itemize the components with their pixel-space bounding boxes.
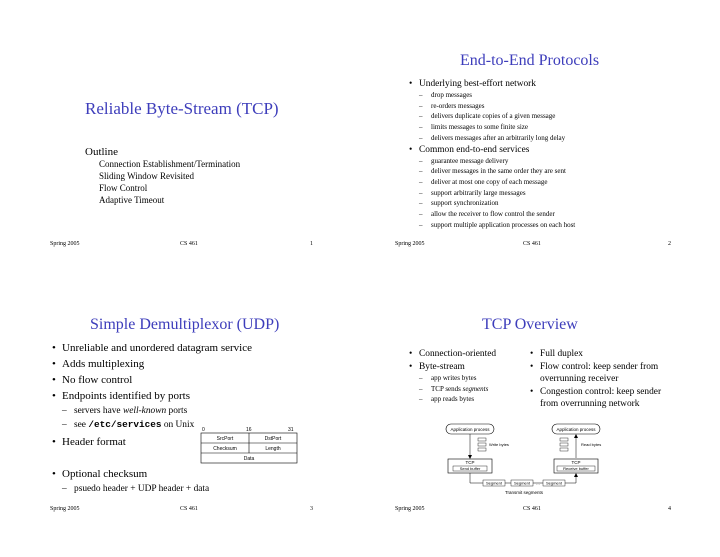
sub-bullet: – support arbitrarily large messages: [407, 188, 707, 199]
footer-center: CS 461: [523, 506, 541, 512]
bit-label-0: 0: [202, 427, 205, 433]
tcp-overview-diagram: [445, 422, 605, 502]
app-process-left-label: Application process: [450, 427, 490, 432]
receive-buffer-label: Receive buffer: [563, 466, 589, 471]
slide-3-bullets-lower: [50, 466, 350, 496]
slide-4-left-bullets: [407, 348, 527, 405]
byte-block: [560, 443, 568, 446]
slide-3: [0, 279, 360, 557]
byte-block: [478, 448, 486, 451]
bullet: • No flow control: [50, 372, 350, 388]
sub-bullet: – delivers messages after an arbitrarily long delay: [407, 133, 707, 144]
bullet: • Connection-oriented: [407, 348, 527, 360]
footer-left: Spring 2005: [395, 241, 425, 247]
segment-label: Segment: [545, 480, 563, 486]
sub-bullet: [407, 384, 527, 395]
slide-4-title: TCP Overview: [482, 316, 578, 333]
bullet: • Common end-to-end services: [407, 144, 707, 156]
outline-item: Connection Establishment/Termination: [99, 159, 241, 169]
write-bytes-label: Write bytes: [489, 442, 509, 447]
emphasis: well-known: [122, 406, 167, 416]
outline-item: Sliding Window Revisited: [99, 171, 194, 181]
sub-bullet: – deliver at most one copy of each message: [407, 177, 707, 188]
srcport-field: SrcPort: [216, 436, 234, 442]
sub-bullet: [50, 404, 350, 418]
write-arrow-head: [468, 455, 472, 459]
outline-heading: Outline: [85, 146, 118, 158]
text: servers have: [74, 406, 123, 416]
dstport-field: DstPort: [264, 436, 282, 442]
footer-left: Spring 2005: [395, 506, 425, 512]
slide-4: [360, 279, 720, 557]
footer-left: Spring 2005: [50, 506, 80, 512]
footer-center: CS 461: [180, 241, 198, 247]
text: ports: [166, 406, 188, 416]
slide-4-right-bullets: [528, 348, 668, 410]
sub-bullet: – allow the receiver to flow control the sender: [407, 209, 707, 220]
sub-bullet: – app writes bytes: [407, 373, 527, 384]
tcp-left-label: TCP: [465, 460, 475, 465]
bullet: • Optional checksum: [50, 466, 350, 482]
tcp-right-label: TCP: [571, 460, 581, 465]
byte-block: [478, 438, 486, 441]
byte-block: [478, 443, 486, 446]
segment-label: Segment: [485, 480, 503, 486]
footer-page-number: 3: [310, 506, 313, 512]
slide-2-title: End-to-End Protocols: [460, 52, 600, 69]
slide-2-bullets: [407, 78, 707, 230]
sub-bullet: – limits messages to some finite size: [407, 122, 707, 133]
bullet: • Unreliable and unordered datagram service: [50, 340, 350, 356]
emphasis: segments: [462, 384, 489, 393]
segment-label: Segment: [513, 480, 531, 486]
footer-page-number: 4: [668, 506, 671, 512]
bullet: • Full duplex: [528, 348, 668, 360]
bullet: • Header format: [50, 434, 350, 450]
sub-bullet: – deliver messages in the same order they are sent: [407, 166, 707, 177]
bullet: • Flow control: keep sender from overrunning receiver: [528, 361, 668, 385]
text: TCP sends: [431, 384, 463, 393]
outline-item: Adaptive Timeout: [99, 195, 165, 205]
transmit-segments-label: Transmit segments: [504, 490, 544, 495]
code-path: /etc/services: [88, 419, 162, 430]
app-process-right-label: Application process: [556, 427, 596, 432]
read-bytes-label: Read bytes: [581, 442, 602, 447]
sub-bullet: – delivers duplicate copies of a given message: [407, 111, 707, 122]
slide-3-title: Simple Demultiplexor (UDP): [90, 316, 280, 333]
sub-bullet: – support synchronization: [407, 198, 707, 209]
footer-center: CS 461: [523, 241, 541, 247]
bit-label-31: 31: [288, 427, 294, 433]
text: see: [74, 420, 89, 430]
sub-bullet: – re-orders messages: [407, 101, 707, 112]
text: on Unix: [161, 420, 195, 430]
read-arrow-head: [574, 434, 578, 438]
sub-bullet: – psuedo header + UDP header + data: [50, 482, 350, 496]
segment-ellipsis: …: [536, 480, 540, 486]
sub-bullet: – app reads bytes: [407, 394, 527, 405]
slide-1: [0, 0, 360, 278]
bullet: • Byte-stream: [407, 361, 527, 373]
slide-2: [360, 0, 720, 278]
send-buffer-label: Send buffer: [459, 466, 481, 471]
sub-bullet: – support multiple application processes on each host: [407, 220, 707, 231]
byte-block: [560, 448, 568, 451]
footer-page-number: 1: [310, 241, 313, 247]
slide-1-title: Reliable Byte-Stream (TCP): [85, 99, 279, 118]
footer-left: Spring 2005: [50, 241, 80, 247]
sub-bullet: – guarantee message delivery: [407, 156, 707, 167]
outline-item: Flow Control: [99, 183, 148, 193]
data-field: Data: [243, 456, 255, 462]
byte-block: [560, 438, 568, 441]
sub-bullet: – drop messages: [407, 90, 707, 101]
bit-label-16: 16: [246, 427, 252, 433]
footer-center: CS 461: [180, 506, 198, 512]
outline-list: [99, 158, 240, 206]
receive-arrow-head: [574, 473, 578, 477]
bullet: • Underlying best-effort network: [407, 78, 707, 90]
bullet: • Endpoints identified by ports: [50, 388, 350, 404]
bullet: • Congestion control: keep sender from overrunning network: [528, 386, 668, 410]
checksum-field: Checksum: [213, 446, 237, 452]
length-field: Length: [265, 446, 281, 452]
footer-page-number: 2: [668, 241, 671, 247]
bullet: • Adds multiplexing: [50, 356, 350, 372]
